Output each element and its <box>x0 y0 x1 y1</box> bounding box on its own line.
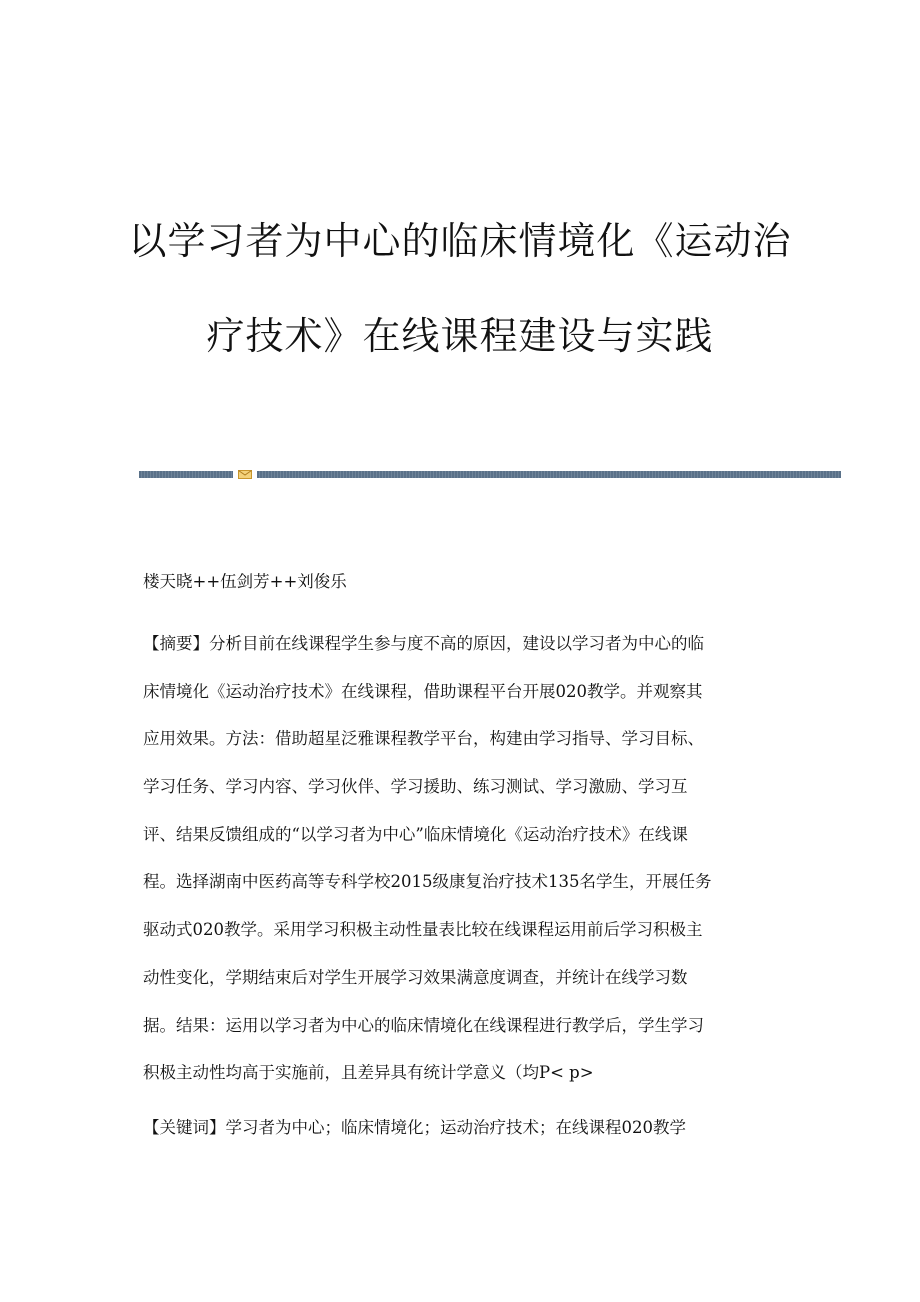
abstract-line: 【摘要】分析目前在线课程学生参与度不高的原因，建设以学习者为中心的临 <box>143 634 704 653</box>
abstract-line: 程。选择湖南中医药高等专科学校2015级康复治疗技术135名学生，开展任务 <box>143 872 712 892</box>
document-title-line-2: 疗技术》在线课程建设与实践 <box>206 314 714 358</box>
abstract-line: 评、结果反馈组成的“以学习者为中心”临床情境化《运动治疗技术》在线课 <box>143 824 688 844</box>
authors-line: 楼天晓++伍剑芳++刘俊乐 <box>143 572 347 591</box>
abstract-line: 驱动式020教学。采用学习积极主动性量表比较在线课程运用前后学习积极主 <box>143 920 703 940</box>
abstract-line: 床情境化《运动治疗技术》在线课程，借助课程平台开展020教学。并观察其 <box>143 681 703 701</box>
abstract-line: 应用效果。方法：借助超星泛雅课程教学平台，构建由学习指导、学习目标、 <box>143 729 704 749</box>
abstract-paragraph <box>143 620 783 1097</box>
abstract-line: 积极主动性均高于实施前，且差异具有统计学意义（均P< p> <box>143 1063 594 1083</box>
title-divider <box>139 470 841 479</box>
keywords-line: 【关键词】学习者为中心；临床情境化；运动治疗技术；在线课程020教学 <box>143 1118 686 1137</box>
abstract-line: 动性变化，学期结束后对学生开展学习效果满意度调查，并统计在线学习数 <box>143 967 688 987</box>
envelope-icon <box>238 470 252 479</box>
divider-bar-right <box>257 471 841 478</box>
abstract-line: 据。结果：运用以学习者为中心的临床情境化在线课程进行教学后，学生学习 <box>143 1015 704 1035</box>
abstract-line: 学习任务、学习内容、学习伙伴、学习援助、练习测试、学习激励、学习互 <box>143 777 688 797</box>
document-title-line-1: 以学习者为中心的临床情境化《运动治 <box>128 219 792 263</box>
divider-bar-left <box>139 471 233 478</box>
